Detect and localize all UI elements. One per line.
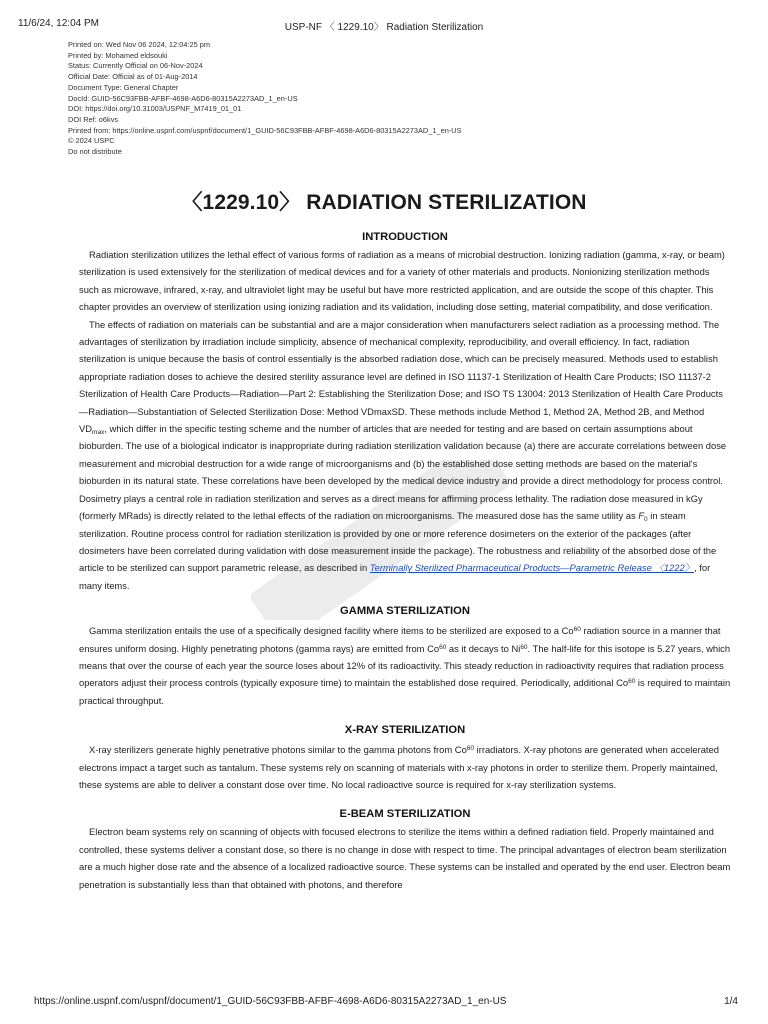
chapter-body <box>79 230 731 893</box>
meta-status: Status: Currently Official on 06-Nov-2024 <box>68 61 203 71</box>
print-header <box>18 18 750 32</box>
section-heading-ebeam: E-BEAM STERILIZATION <box>339 808 471 821</box>
meta-printed-on: Printed on: Wed Nov 06 2024, 12:04:25 pm <box>68 40 211 49</box>
xray-text-a: X-ray sterilizers generate highly penetrative photons similar to the gamma photons from Co <box>89 744 467 756</box>
gamma-text-c: as it decays to Ni <box>446 642 521 654</box>
parametric-release-link[interactable]: Terminally Sterilized Pharmaceutical Products—Parametric Release 〈1222〉 <box>369 562 695 574</box>
intro-paragraph-2 <box>79 316 731 595</box>
xray-paragraph <box>79 741 731 793</box>
section-heading-xray: X-RAY STERILIZATION <box>344 724 466 737</box>
meta-printed-by: Printed by: Mohamed eldsouki <box>68 50 168 60</box>
intro-p2-text-d: , for many items. <box>79 562 711 591</box>
print-doc-title: USP-NF 〈 1229.10〉 Radiation Sterilization <box>284 22 484 33</box>
intro-p2-text-c: in steam sterilization. Routine process control for radiation sterilization is provided by one or more reference dosimeters on the exterior of the packages (after dosimeters have been correlated during validation with dose measurement inside the package). The robustness and reliability of the absorbed dose of the article to be sterilized can support parametric release, as described in <box>79 510 717 574</box>
meta-doi: DOI: https://doi.org/10.31003/USPNF_M7419_01_01 <box>68 104 242 114</box>
gamma-text-a: Gamma sterilization entails the use of a specifically designed facility where items to be sterilized are exposed to a Co <box>89 625 574 637</box>
chapter-title: 〈1229.10〉 RADIATION STERILIZATION <box>181 191 587 214</box>
superscript-60: 60 <box>628 678 636 686</box>
print-datetime: 11/6/24, 12:04 PM <box>18 18 99 29</box>
superscript-60: 60 <box>466 745 475 753</box>
superscript-60: 60 <box>520 643 528 651</box>
meta-printed-from: Printed from: https://online.uspnf.com/uspnf/document/1_GUID-56C93FBB-AFBF-4698-A6D6-80315A2273AD_1_en-US <box>68 125 462 135</box>
xray-text-b: irradiators. X-ray photons are generated when accelerated electrons impact a target such as tantalum. These systems rely on scanning of materials with x-ray photons in order to sterilize them. Properly maintained, these systems are able to deliver a constant dose over time. No local radioactive source is required for x-ray sterilization systems. <box>79 744 719 790</box>
meta-docid: DocId: GUID-56C93FBB-AFBF-4698-A6D6-80315A2273AD_1_en-US <box>68 93 298 103</box>
gamma-paragraph <box>79 622 731 709</box>
meta-distribution: Do not distribute <box>68 147 122 157</box>
section-heading-gamma: GAMMA STERILIZATION <box>340 605 470 618</box>
meta-doi-ref: DOI Ref: o6kvs <box>68 114 119 124</box>
print-footer <box>34 996 738 1010</box>
intro-paragraph-1: Radiation sterilization utilizes the lethal effect of various forms of radiation as a means of microbial destruction. Ionizing radiation (gamma, x-ray, or beam) sterilization is used extensively for the sterilization of medical devices and for a variety of other materials and products. Nonionizing sterilization methods such as microwave, infrared, x-ray, and ultraviolet light may be useful but have more restricted application, and are outside the scope of this chapter. This chapter provides an overview of sterilization using ionizing radiation and its validation, including dose setting, material compatibility, and dose verification. <box>79 249 725 313</box>
page-number: 1/4 <box>724 996 738 1007</box>
intro-p2-text-a: The effects of radiation on materials can be substantial and are a major consideration when manufacturers select radiation as a processing method. The advantages of sterilization by irradiation include simplicity, absence of mechanical complexity, reproducibility, and overall efficiency. In fact, radiation sterilization is unique because the basis of control essentially is the absorbed radiation dose, which can be precisely measured. Methods used to establish appropriate radiation doses to achieve the desired sterility assurance level are defined in ISO 11137-1 Sterilization of Health Care Products; ISO 11137-2 Sterilization of Health Care Products—Radiation—Part 2: Establishing the Sterilization Dose; and ISO TS 13004: 2013 Sterilization of Health Care Products—Radiation—Substantiation of Selected Sterilization Dose: Method VDmaxSD. These methods include Method 1, Method 2A, Method 2B, and Method VD <box>79 318 723 435</box>
ebeam-paragraph: Electron beam systems rely on scanning of objects with focused electrons to sterilize the items within a defined radiation field. Properly maintained and controlled, these systems deliver a constant dose, so there is no change in dose with respect to time. The principal advantages of electron beam sterilization are a much higher dose rate and the absence of a localized radioactive source. These systems can be installed and operated by the end user. Electron beam penetration is substantially less than that obtained with photons, and therefore <box>79 826 731 890</box>
intro-p2-text-b: , which differ in the specific testing scheme and the number of articles that are needed for testing and are based on certain assumptions about bioburden. The use of a biological indicator is inappropriate during radiation sterilization validation because (a) there are accurate correlations between dose measurement and microbial destruction for a wide range of microorganisms and (b) the established dose setting methods are based on the material's bioburden in its natural state. These correlations have been developed by the medical device industry and provide a direct methodology for process control. Dosimetry plays a central role in radiation sterilization and serves as a direct means for affirming process lethality. The radiation dose measured in kGy (formerly MRads) is directly related to the lethal effects of the radiation on microorganisms. The measured dose has the same utility as <box>79 423 727 522</box>
print-footer-url: https://online.uspnf.com/uspnf/document/1_GUID-56C93FBB-AFBF-4698-A6D6-80315A2273AD_1_en-US <box>34 996 507 1007</box>
meta-copyright: © 2024 USPC <box>68 136 115 146</box>
gamma-text-e: is required to maintain practical throughput. <box>79 677 731 706</box>
meta-official-date: Official Date: Official as of 01-Aug-2014 <box>68 72 198 82</box>
gamma-text-d: . The half-life for this isotope is 5.27 years, which means that over the course of each year the source loses about 12% of its radioactivity. This steady reduction in radioactivity requires that radiation process operators adjust their process controls (typically exposure time) to maintain the established dose required. Periodically, additional Co <box>79 642 731 689</box>
superscript-60: 60 <box>573 626 581 634</box>
f-zero-symbol: F <box>638 510 645 522</box>
gamma-text-b: radiation source in a manner that ensures uniform dosing. Highly penetrating photons (gamma rays) are emitted from Co <box>79 625 721 654</box>
superscript-60: 60 <box>439 643 447 651</box>
subscript-max: max <box>92 429 105 437</box>
section-heading-introduction: INTRODUCTION <box>362 231 448 243</box>
meta-document-type: Document Type: General Chapter <box>68 82 179 92</box>
print-metadata <box>68 40 462 158</box>
subscript-zero: 0 <box>644 516 648 524</box>
